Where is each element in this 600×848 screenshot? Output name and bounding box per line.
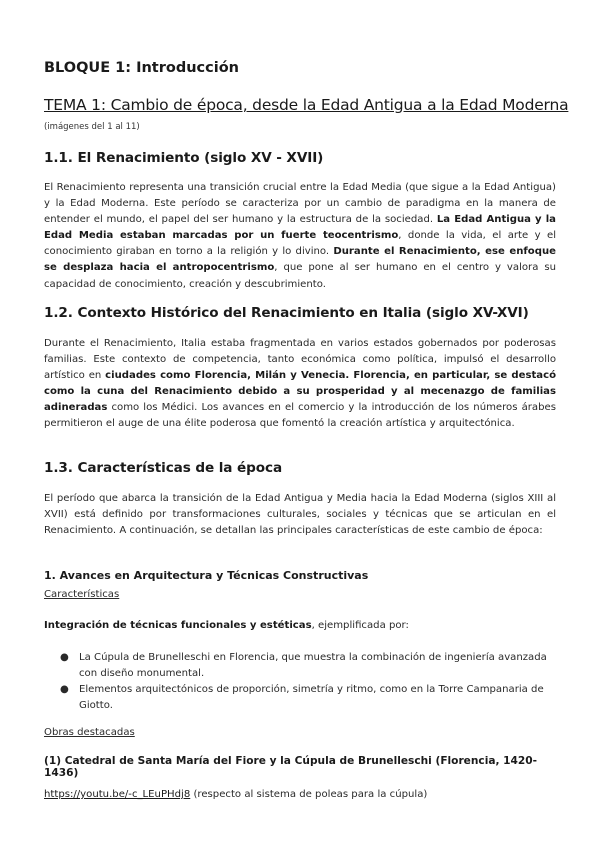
text-span: , ejemplificada por: <box>311 620 409 631</box>
bold-span: Integración de técnicas funcionales y estéticas <box>44 620 312 631</box>
link-note: (respecto al sistema de poleas para la cúpula) <box>190 789 428 800</box>
lead-line <box>44 620 556 631</box>
list-item-text: Elementos arquitectónicos de proporción, simetría y ritmo, como en la Torre Campanaria de Giotto. <box>79 684 544 712</box>
video-link[interactable]: https://youtu.be/-c_LEuPHdj8 <box>44 789 191 800</box>
text-span: , donde la vida, el arte y el conocimiento giraban en torno a la religión y lo divino. <box>44 230 556 258</box>
text-span: Durante el Renacimiento, Italia estaba fragmentada en varios estados gobernados por poderosas familias. Este contexto de competencia, tanto económica como política, impulsó el desarrollo artístico en <box>44 338 556 382</box>
section-1-heading: 1.1. El Renacimiento (siglo XV - XVII) <box>44 150 324 166</box>
list-item <box>44 650 556 682</box>
section-1-paragraph <box>44 180 556 293</box>
obras-destacadas-label: Obras destacadas <box>44 727 135 738</box>
tema-title: TEMA 1: Cambio de época, desde la Edad Antigua a la Edad Moderna <box>44 96 569 114</box>
subsection-1-heading: 1. Avances en Arquitectura y Técnicas Constructivas <box>44 569 369 582</box>
bloque-title: BLOQUE 1: Introducción <box>44 60 239 76</box>
bullet-list <box>44 650 556 714</box>
text-span: El Renacimiento representa una transición crucial entre la Edad Media (que sigue a la Edad Antigua) y la Edad Moderna. Este período se caracteriza por un cambio de paradigma en la manera de entender el mundo, el papel del ser humano y la estructura de la sociedad. <box>44 182 556 226</box>
bold-span: Durante el Renacimiento, ese enfoque se desplaza hacia el antropocentrismo <box>44 246 556 274</box>
section-3-paragraph: El período que abarca la transición de la Edad Antigua y Media hacia la Edad Moderna (siglos XIII al XVII) está definido por transformaciones culturales, sociales y técnicas que se articulan en el Renacimiento. A continuación, se detallan las principales características de este cambio de época: <box>44 493 556 537</box>
list-item-text: La Cúpula de Brunelleschi en Florencia, que muestra la combinación de ingeniería avanzada con diseño monumental. <box>79 652 547 680</box>
bullet-icon: ● <box>60 684 69 696</box>
images-note: (imágenes del 1 al 11) <box>44 122 140 132</box>
text-span: , que pone al ser humano en el centro y valora su capacidad de conocimiento, creación y descubrimiento. <box>44 262 556 290</box>
obra-1-title: (1) Catedral de Santa María del Fiore y la Cúpula de Brunelleschi (Florencia, 1420-1436) <box>44 755 538 779</box>
bullet-icon: ● <box>60 652 69 663</box>
text-span: como los Médici. Los avances en el comercio y la introducción de los números árabes permitieron el auge de una élite poderosa que fomentó la creación artística y arquitectónica. <box>44 402 556 430</box>
video-link-line <box>44 789 556 800</box>
caracteristicas-label: Características <box>44 589 120 600</box>
bold-span: ciudades como Florencia, Milán y Venecia. Florencia, en particular, se destacó como la cuna del Renacimiento debido a su prosperidad y al mecenazgo de familias adineradas <box>44 370 557 414</box>
bold-span: La Edad Antigua y la Edad Media estaban marcadas por un fuerte teocentrismo <box>44 214 556 242</box>
list-item <box>44 682 556 714</box>
section-3-heading: 1.3. Características de la época <box>44 460 283 476</box>
section-2-paragraph <box>44 336 556 433</box>
section-2-heading: 1.2. Contexto Histórico del Renacimiento en Italia (siglo XV-XVI) <box>44 305 529 321</box>
